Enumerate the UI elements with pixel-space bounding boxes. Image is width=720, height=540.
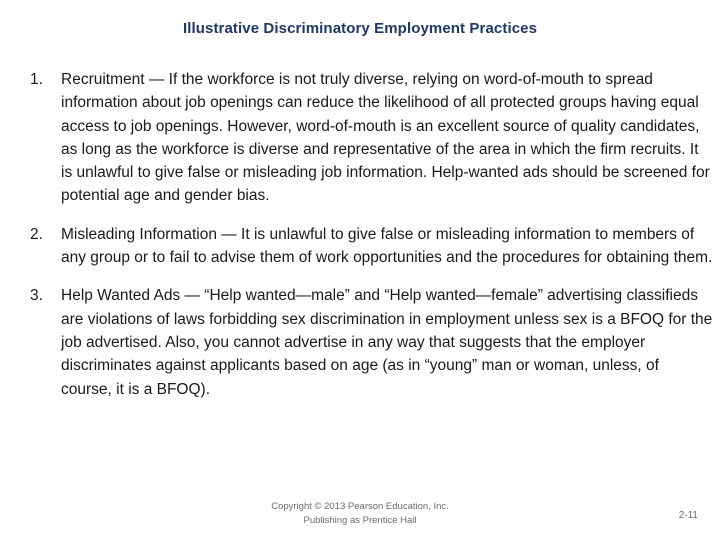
- list-item: [30, 284, 714, 400]
- list-item-text: Help Wanted Ads — “Help wanted—male” and “Help wanted—female” advertising classifieds are violations of laws forbidding sex discrimination in employment unless sex is a BFOQ for the job advertised. Also, you cannot advertise in any way that suggests that the employer discriminates against applicants based on age (as in “young” man or woman, unless, of course, it is a BFOQ).: [61, 287, 713, 398]
- list-item-text: Misleading Information — It is unlawful to give false or misleading information to members of any group or to fail to advise them of work opportunities and the procedures for obtaining them.: [61, 225, 713, 267]
- copyright-line: Copyright © 2013 Pearson Education, Inc.: [271, 501, 449, 512]
- page-number: 2-11: [678, 510, 698, 521]
- publisher-line: Publishing as Prentice Hall: [303, 515, 417, 526]
- list-item-number: 3.: [30, 287, 43, 305]
- list-item-text: Recruitment — If the workforce is not truly diverse, relying on word-of-mouth to spread information about job openings can reduce the likelihood of all protected groups having equal access to job openings. However, word-of-mouth is an excellent source of quality candidates, as long as the workforce is diverse and representative of the area in which the firm recruits. It is unlawful to give false or misleading job information. Help-wanted ads should be screened for potential age and gender bias.: [61, 71, 710, 205]
- list-item-number: 2.: [30, 225, 43, 243]
- slide-footer: [0, 500, 720, 534]
- list-item: [30, 68, 714, 208]
- copyright-notice: [235, 500, 485, 528]
- slide-title: Illustrative Discriminatory Employment Practices: [182, 20, 538, 37]
- practices-list: [30, 68, 714, 416]
- list-item-number: 1.: [30, 71, 43, 88]
- list-item: [30, 223, 714, 270]
